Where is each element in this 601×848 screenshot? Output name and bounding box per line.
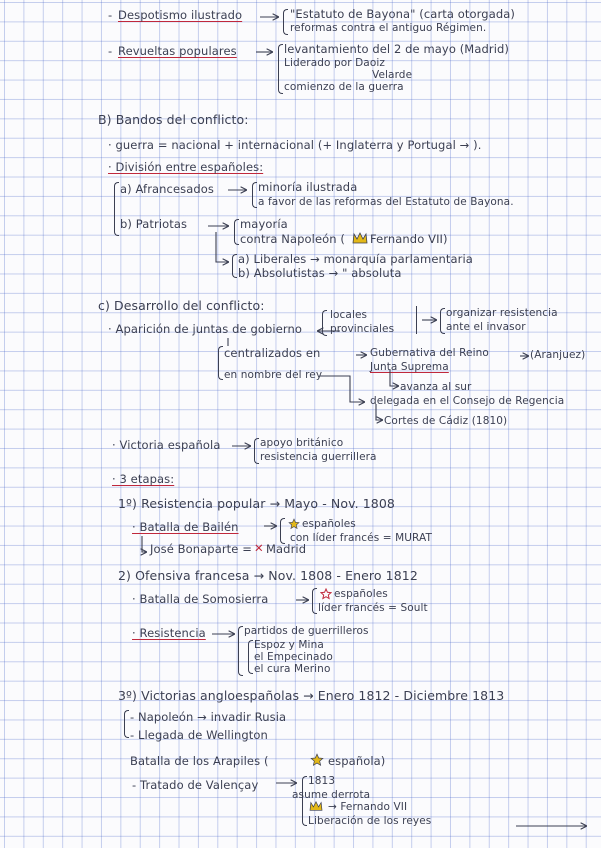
crown-icon <box>352 231 368 245</box>
afrancesados-label: a) Afrancesados <box>120 182 215 196</box>
cortes-text: Cortes de Cádiz (1810) <box>384 415 508 427</box>
brace <box>232 254 237 278</box>
organizar-text: organizar resistencia <box>446 307 558 319</box>
madrid-text: Madrid <box>266 542 307 556</box>
patriotas-label: b) Patriotas <box>120 217 188 231</box>
centralizados-text: centralizados en <box>224 346 321 360</box>
brace <box>278 44 283 94</box>
victoria-label: · Victoria española <box>112 438 221 452</box>
bailen-label: · Batalla de Bailén <box>132 520 239 534</box>
provinciales-text: provinciales <box>330 323 395 335</box>
apoyo-text: apoyo británico <box>260 437 344 449</box>
brace <box>254 438 259 464</box>
bailen-murat: con líder francés = MURAT <box>290 532 432 544</box>
estatuto-line: "Estatuto de Bayona" (carta otorgada) <box>290 7 515 21</box>
valencay-line: - Tratado de Valençay <box>132 778 259 792</box>
brace <box>248 640 253 674</box>
guerra-line: · guerra = nacional + internacional (+ Inglaterra y Portugal → ). <box>108 138 482 152</box>
fernando-text: → Fernando VII <box>328 801 408 813</box>
espoz-text: Espoz y Mina <box>254 639 324 651</box>
delegada-text: delegada en el Consejo de Regencia <box>370 395 565 407</box>
somosierra-espanoles: españoles <box>334 588 388 600</box>
section-b-title: B) Bandos del conflicto: <box>98 112 249 127</box>
resistencia-label: · Resistencia <box>132 626 206 640</box>
brace <box>312 588 317 614</box>
reformas-line: reformas contra el antiguo Régimen. <box>290 22 487 34</box>
gubernativa-text: Gubernativa del Reino <box>370 347 489 359</box>
revueltas-label: Revueltas populares <box>118 44 237 58</box>
merino-text: el cura Merino <box>254 663 331 675</box>
bullet: - <box>108 8 113 22</box>
brace <box>302 776 307 826</box>
contra-napoleon-line: contra Napoleón ( <box>240 232 346 246</box>
aranjuez-text: (Aranjuez) <box>530 349 586 361</box>
brace <box>218 346 223 380</box>
jose-bonaparte-text: José Bonaparte = <box>150 542 252 556</box>
invasor-text: ante el invasor <box>446 321 526 333</box>
asume-derrota-text: asume derrota <box>292 789 371 801</box>
somosierra-label: · Batalla de Somosierra <box>132 592 269 606</box>
mayoria-line: mayoría <box>240 217 288 231</box>
velarde-line: Velarde <box>372 69 413 81</box>
brace <box>440 308 445 334</box>
brace <box>238 626 243 676</box>
brace <box>322 310 327 336</box>
division-line: · División entre españoles: <box>108 160 264 174</box>
etapas-label: · 3 etapas: <box>112 472 175 486</box>
arrow-icon <box>142 536 146 552</box>
brace <box>124 710 129 738</box>
levantamiento-line: levantamiento del 2 de mayo (Madrid) <box>284 42 509 56</box>
fernando-vii-text: Fernando VII) <box>370 232 448 246</box>
minoria-line: minoría ilustrada <box>258 180 358 194</box>
napoleon-line: - Napoleón → invadir Rusia <box>130 710 287 724</box>
locales-text: locales <box>330 309 368 321</box>
crown-icon <box>308 800 324 812</box>
liderado-line: Liderado por Daoiz <box>284 57 385 69</box>
arapiles-line: Batalla de los Arapiles ( <box>130 754 269 768</box>
valencay-1813: 1813 <box>308 775 336 787</box>
brace <box>234 219 239 245</box>
partidos-text: partidos de guerrilleros <box>244 625 369 637</box>
juntas-line: · Aparición de juntas de gobierno <box>108 322 303 336</box>
arrow-icon <box>320 376 364 402</box>
llegada-line: - Llegada de Wellington <box>130 728 268 742</box>
avanza-text: avanza al sur <box>400 381 472 393</box>
arapiles-espanola: española) <box>328 754 386 768</box>
star-icon <box>320 588 332 600</box>
etapa-1: 1º) Resistencia popular → Mayo - Nov. 1808 <box>118 496 395 511</box>
resistencia-guerrillera-text: resistencia guerrillera <box>260 451 377 463</box>
nombre-rey-text: en nombre del rey <box>224 369 323 381</box>
liberales-line: a) Liberales → monarquía parlamentaria <box>238 252 473 266</box>
etapa-3: 3º) Victorias angloespañolas → Enero 1812 - Diciembre 1813 <box>118 688 505 703</box>
brace <box>252 182 257 208</box>
bailen-espanoles: españoles <box>302 518 356 530</box>
brace <box>283 9 288 35</box>
divider <box>416 306 417 334</box>
arrow-icon <box>216 232 228 262</box>
star-icon <box>310 753 324 767</box>
comienzo-line: comienzo de la guerra <box>284 81 404 93</box>
empecinado-text: el Empecinado <box>254 651 333 663</box>
absolutistas-line: b) Absolutistas → " absoluta <box>238 266 402 280</box>
somosierra-soult: líder francés = Soult <box>318 602 428 614</box>
cross-mark-icon: ✕ <box>254 541 264 555</box>
bullet: - <box>108 44 113 58</box>
liberacion-text: Liberación de los reyes <box>308 815 432 827</box>
etapa-2: 2) Ofensiva francesa → Nov. 1808 - Enero 1812 <box>118 568 418 583</box>
section-c-title: c) Desarrollo del conflicto: <box>98 298 265 313</box>
brace <box>114 182 119 236</box>
a-favor-line: a favor de las reformas del Estatuto de Bayona. <box>258 196 514 208</box>
star-icon <box>288 518 300 530</box>
brace <box>280 518 285 544</box>
despotismo-label: Despotismo ilustrado <box>118 8 243 22</box>
junta-suprema-text: Junta Suprema <box>370 361 449 373</box>
